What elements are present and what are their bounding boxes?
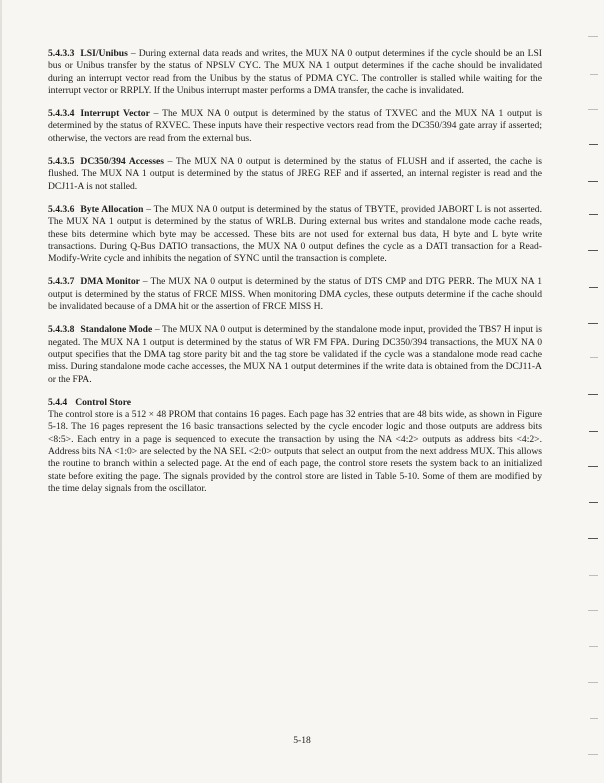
section-number: 5.4.3.3 (48, 48, 75, 59)
margin-mark (588, 250, 598, 251)
margin-mark (590, 357, 598, 358)
margin-mark (590, 718, 598, 719)
section-5-4-3-3 (48, 48, 542, 97)
section-number: 5.4.3.5 (48, 156, 75, 168)
section-body: The control store is a 512 × 48 PROM that contains 16 pages. Each page has 32 entries that are 48 bits wide, as shown in Figure 5-18. The 16 pages represent the 16 basic transactions selected by the cycle encoder logic and those outputs are address bits <8:5>. Each entry in a page is sequenced to execute the transaction by using the NA <4:2> outputs as address bits <4:2>. Address bits NA <1:0> are selected by the NA SEL <2:0> outputs that select an output from the next address MUX. This allows the routine to branch within a selected page. At the end of each page, the control store resets the system back to an initialized state before exiting the page. The signals provided by the control store are listed in Table 5-10. Some of them are modified by the time delay signals from the oscillator. (48, 409, 542, 494)
margin-mark (589, 144, 598, 145)
section-5-4-3-5 (48, 156, 542, 193)
section-heading (48, 48, 136, 59)
section-body: The MUX NA 0 output is determined by the standalone mode input, provided the TBS7 H input is negated. The MUX NA 1 output is determined by the status of WR FM FPA. During DC350/394 transactions, the MUX NA 0 output specifies that the DMA tag store parity bit and the tag store be validated if the cycle was a standalone mode read cache miss. During standalone mode cache accesses, the MUX NA 1 output determines if the write data is obtained from the DCJ11-A or the FPA. (48, 324, 543, 385)
margin-mark (589, 646, 598, 647)
margin-mark (589, 502, 598, 503)
section-heading (48, 156, 172, 167)
section-number: 5.4.3.4 (48, 108, 75, 120)
section-paragraph (48, 276, 542, 313)
section-number: 5.4.3.7 (48, 276, 75, 288)
section-body: The MUX NA 0 output is determined by the status of TXVEC and the MUX NA 1 output is determined by the status of RXVEC. These inputs have their respective vectors read from the DC350/394 gate array if asserted; otherwise, the vectors are read from the external bus. (48, 108, 542, 144)
margin-mark (588, 323, 598, 324)
heading-dash: – (154, 324, 160, 336)
section-number: 5.4.4 (48, 396, 68, 408)
section-body: The MUX NA 0 output is determined by the status of TBYTE, provided JABORT L is not asserted. The MUX NA 1 output is determined by the status of WRLB. During external bus writes and standalone mode cache reads, these bits determine which byte may be accessed. These bits are not used for external bus data, H byte and L byte write transactions. During Q-Bus DATIO transactions, the MUX NA 0 output defines the cycle as a DATI transaction for a Read-Modify-Write cycle and inhibits the negation of SYNC until the transaction is complete. (48, 203, 542, 265)
heading-dash: – (142, 276, 148, 288)
section-title: Standalone Mode (80, 324, 153, 336)
heading-dash: – (167, 156, 173, 168)
section-body: The MUX NA 0 output is determined by the status of DTS CMP and DTG PERR. The MUX NA 1 output is determined by the status of FRCE MISS. When monitoring DMA cycles, these outputs determine if the cache should be invalidated because of a DMA hit or the assertion of FRCE MISS H. (48, 276, 543, 313)
section-heading (48, 324, 160, 335)
section-paragraph (48, 204, 542, 265)
margin-mark (588, 610, 598, 611)
section-title: LSI/Unibus (80, 48, 128, 59)
section-5-4-3-8 (48, 324, 542, 385)
section-body: The MUX NA 0 output is determined by the status of FLUSH and if asserted, the cache is flushed. The MUX NA 1 output is determined by the status of JREG REF and if asserted, an internal register is read and the DCJ11-A is not stalled. (48, 156, 542, 192)
section-number: 5.4.3.6 (48, 203, 75, 215)
section-heading (48, 108, 158, 119)
section-heading (48, 204, 151, 215)
section-title: Interrupt Vector (80, 108, 150, 120)
heading-dash: – (146, 203, 152, 215)
heading-dash: – (130, 48, 136, 59)
section-heading (48, 397, 542, 409)
section-title: DC350/394 Accesses (80, 156, 164, 168)
section-paragraph (48, 48, 542, 97)
margin-mark (589, 575, 598, 576)
section-title: Byte Allocation (80, 203, 144, 215)
section-5-4-3-4 (48, 108, 542, 145)
margin-mark (589, 431, 598, 432)
margin-mark (590, 74, 598, 75)
heading-dash: – (153, 108, 159, 120)
margin-mark (588, 682, 598, 683)
section-paragraph (48, 324, 542, 385)
section-5-4-4 (48, 397, 542, 495)
page-left-edge (0, 0, 2, 783)
section-5-4-3-7 (48, 276, 542, 313)
margin-mark (589, 214, 598, 215)
margin-mark (588, 466, 598, 467)
section-number: 5.4.3.8 (48, 324, 75, 336)
margin-mark (588, 109, 598, 110)
section-title: DMA Monitor (80, 276, 140, 288)
section-title: Control Store (75, 396, 132, 408)
section-body: During external data reads and writes, the MUX NA 0 output determines if the cycle should be an LSI bus or Unibus transfer by the status of NPSLV CYC. The MUX NA 1 output determines if the cache should be invalidated during an interrupt vector read from the Unibus by the status of PDMA CYC. The controller is stalled while waiting for the interrupt vector or RRPLY. If the Unibus interrupt master performs a DMA transfer, the cache is invalidated. (48, 48, 542, 96)
margin-mark (588, 754, 598, 755)
margin-mark (588, 538, 598, 539)
margin-marks (574, 0, 604, 783)
margin-mark (588, 181, 598, 182)
section-heading (48, 276, 148, 287)
document-page (48, 48, 542, 506)
margin-mark (588, 394, 598, 395)
margin-mark (589, 287, 598, 288)
margin-mark (588, 36, 598, 37)
section-5-4-3-6 (48, 204, 542, 265)
page-number: 5-18 (293, 735, 311, 746)
section-paragraph (48, 156, 542, 193)
section-paragraph (48, 108, 542, 145)
